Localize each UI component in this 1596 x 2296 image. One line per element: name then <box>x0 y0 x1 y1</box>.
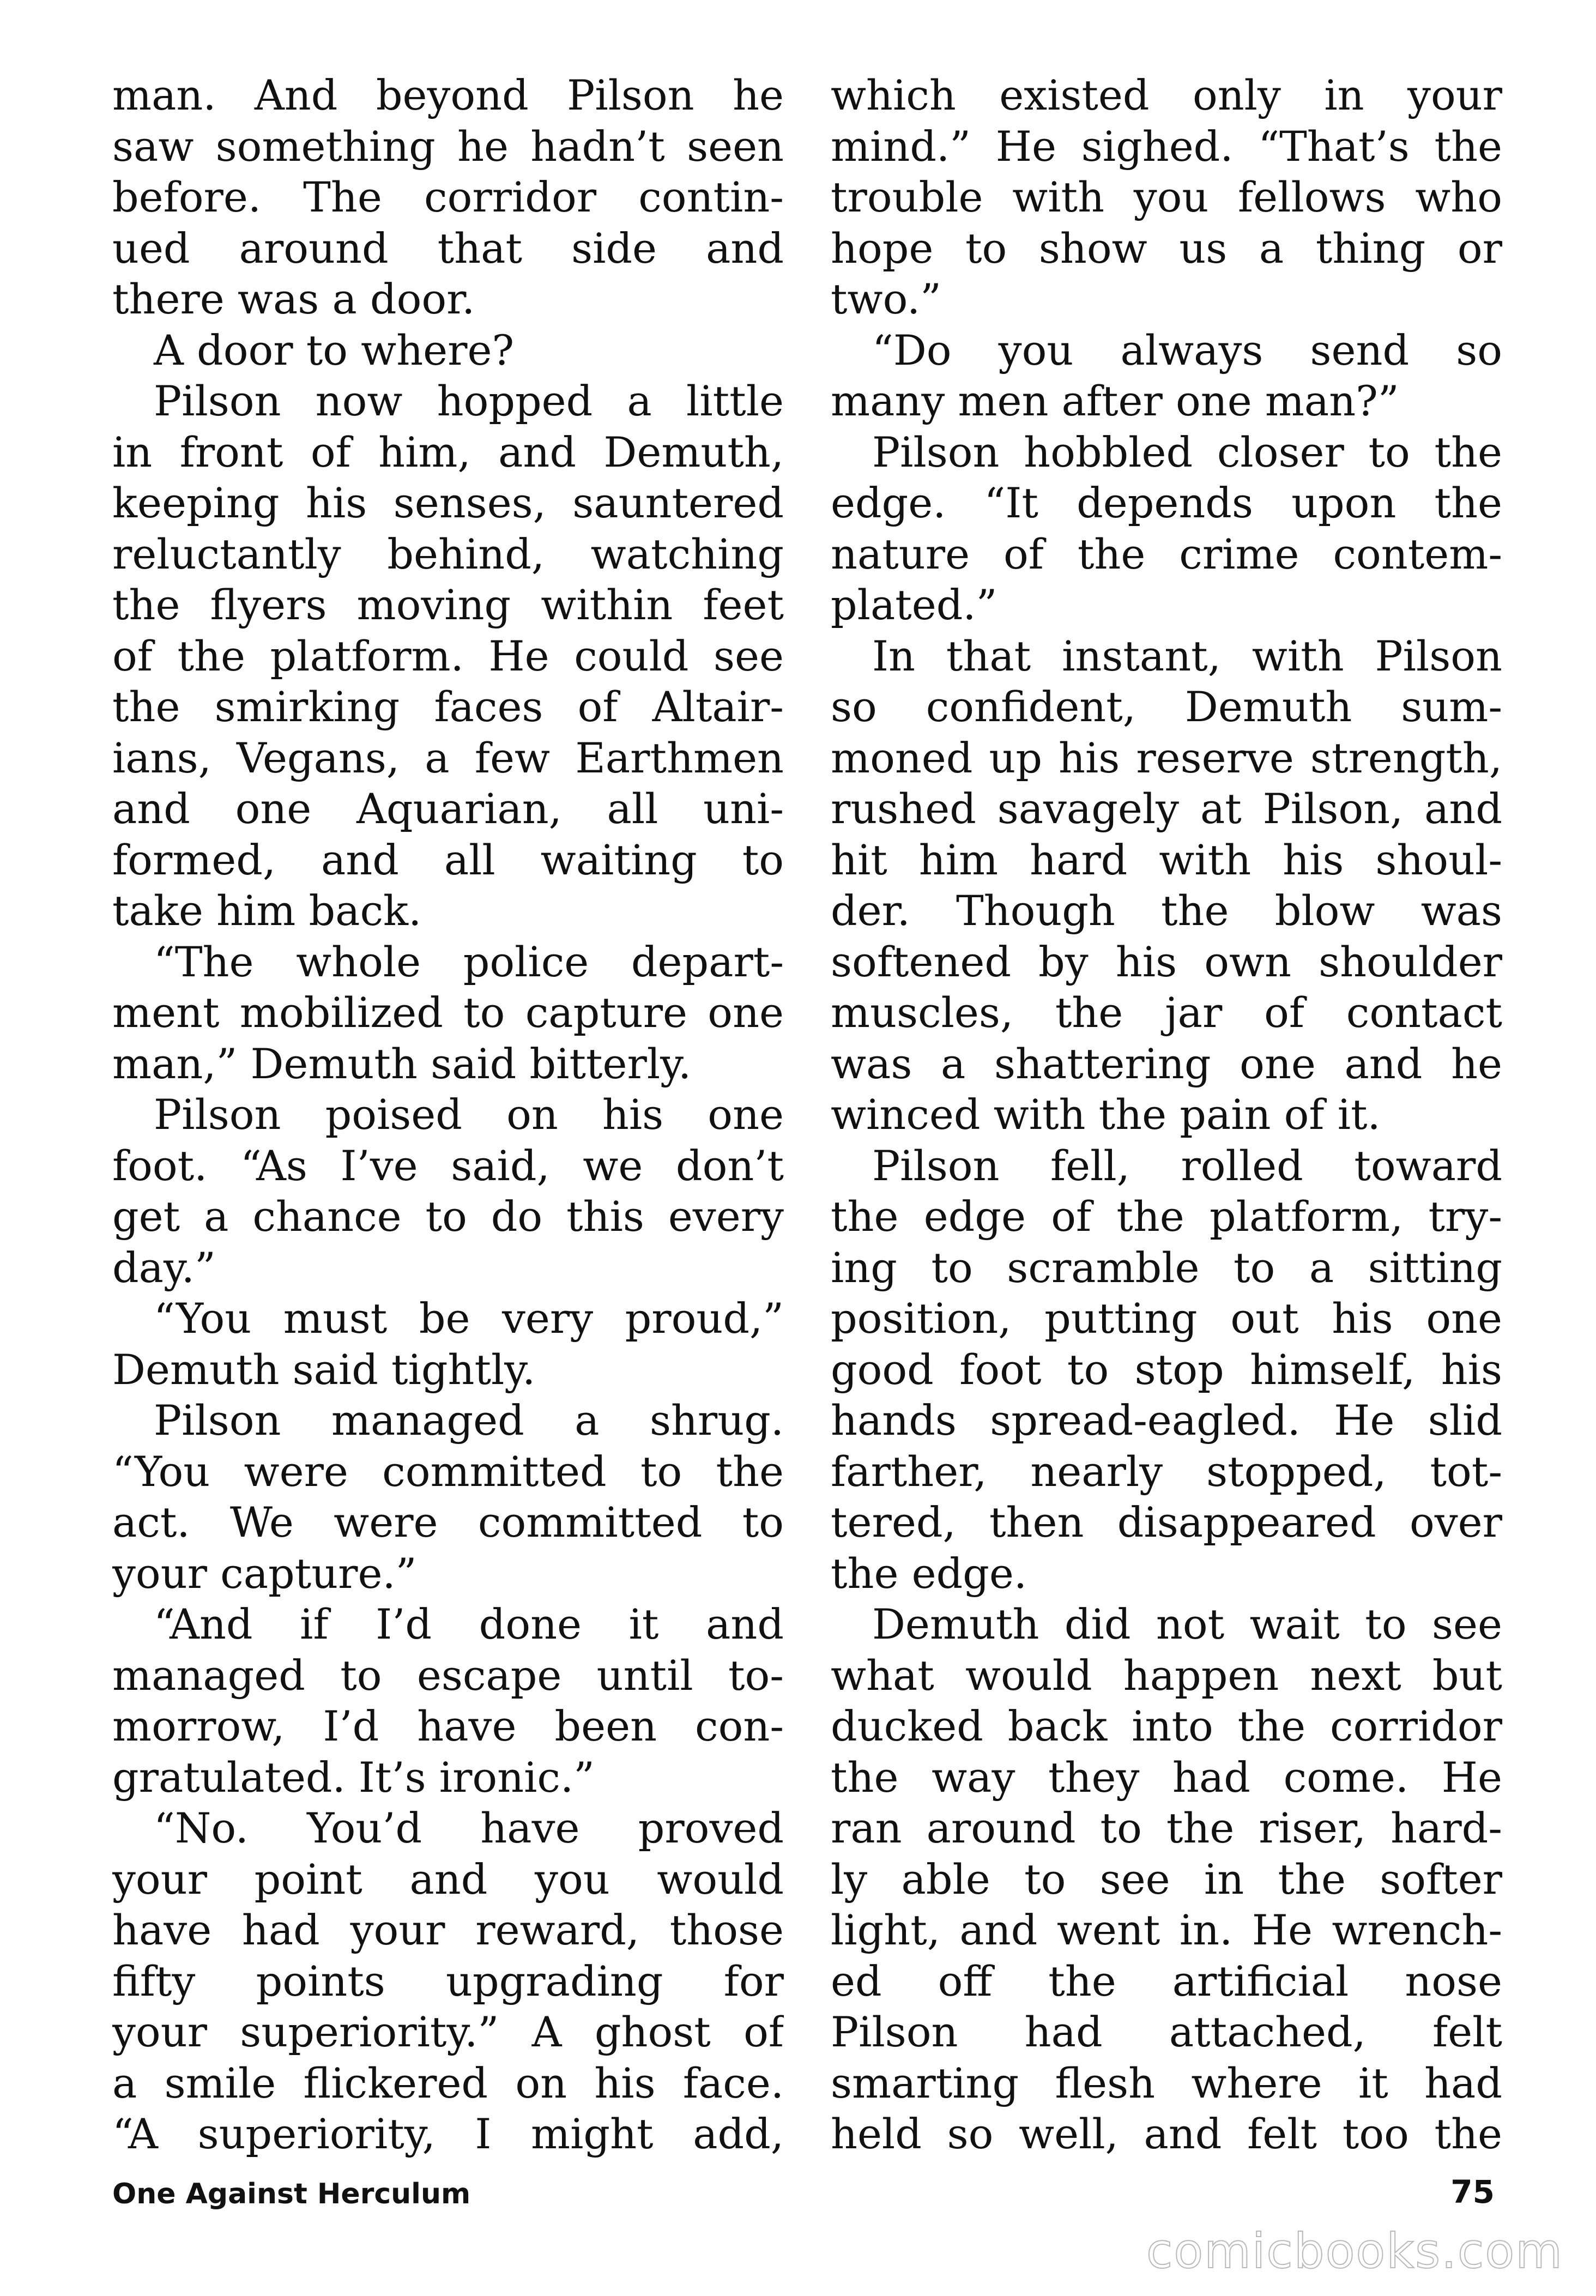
text-line: der. Though the blow was <box>831 886 1502 935</box>
text-line: your capture.” <box>112 1549 417 1598</box>
text-line: what would happen next but <box>831 1651 1502 1700</box>
text-line: man. And beyond Pilson he <box>112 71 784 119</box>
text-line: “The whole police depart- <box>154 937 784 986</box>
text-line: saw something he hadn’t seen <box>112 122 784 171</box>
text-column-left <box>112 70 784 2158</box>
text-line: hands spread-eagled. He slid <box>831 1396 1502 1445</box>
page-number: 75 <box>1450 2173 1495 2210</box>
text-line: farther, nearly stopped, tot- <box>831 1447 1502 1496</box>
text-line: before. The corridor contin- <box>112 173 784 221</box>
text-line: which existed only in your <box>831 71 1502 119</box>
text-line: Pilson managed a shrug. <box>154 1396 784 1445</box>
text-line: hit him hard with his shoul- <box>831 835 1502 884</box>
text-line: fifty points upgrading for <box>112 1956 784 2005</box>
text-line: there was a door. <box>112 275 475 323</box>
text-line: foot. “As I’ve said, we don’t <box>112 1141 784 1190</box>
text-line: ians, Vegans, a few Earthmen <box>112 733 784 782</box>
text-line: ed off the artificial nose <box>831 1956 1502 2005</box>
text-line: have had your reward, those <box>112 1906 784 1954</box>
text-line: reluctantly behind, watching <box>112 529 784 578</box>
text-line: tered, then disappeared over <box>831 1498 1502 1546</box>
text-line: take him back. <box>112 886 422 935</box>
text-line: so confident, Demuth sum- <box>831 682 1502 731</box>
text-line: “Do you always send so <box>872 325 1502 374</box>
text-line: Pilson hobbled closer to the <box>872 427 1502 476</box>
running-footer-title: One Against Herculum <box>112 2178 471 2210</box>
text-line: hope to show us a thing or <box>831 223 1502 273</box>
text-line: muscles, the jar of contact <box>831 988 1502 1037</box>
text-line: Pilson poised on his one <box>154 1090 784 1139</box>
text-line: act. We were committed to <box>112 1498 784 1546</box>
text-line: Pilson fell, rolled toward <box>872 1141 1502 1190</box>
watermark: comicbooks.com <box>1146 2223 1563 2279</box>
text-line: plated.” <box>831 581 998 629</box>
text-line: ducked back into the corridor <box>831 1702 1502 1750</box>
text-line: day.” <box>112 1243 216 1292</box>
text-line: light, and went in. He wrench- <box>831 1906 1502 1954</box>
text-line: “No. You’d have proved <box>154 1804 784 1852</box>
text-line: and one Aquarian, all uni- <box>112 784 784 833</box>
text-line: “You must be very proud,” <box>154 1294 784 1343</box>
text-line: the edge. <box>831 1549 1027 1598</box>
text-line: mind.” He sighed. “That’s the <box>831 122 1502 171</box>
text-line: position, putting out his one <box>831 1294 1502 1343</box>
text-line: the way they had come. He <box>831 1753 1502 1802</box>
text-line: ly able to see in the softer <box>831 1854 1502 1904</box>
text-line: managed to escape until to- <box>112 1651 784 1700</box>
text-line: ued around that side and <box>112 223 784 273</box>
text-line: formed, and all waiting to <box>112 835 784 884</box>
text-line: the flyers moving within feet <box>112 581 784 629</box>
text-line: in front of him, and Demuth, <box>112 427 784 476</box>
text-line: the smirking faces of Altair- <box>112 682 784 731</box>
text-line: gratulated. It’s ironic.” <box>112 1753 595 1802</box>
text-line: nature of the crime contem- <box>831 529 1502 578</box>
text-line: Pilson now hopped a little <box>154 377 784 425</box>
text-line: many men after one man?” <box>831 377 1399 425</box>
text-line: In that instant, with Pilson <box>872 631 1502 680</box>
text-line: ing to scramble to a sitting <box>831 1243 1502 1292</box>
text-line: “And if I’d done it and <box>154 1600 784 1648</box>
text-line: held so well, and felt too the <box>831 2110 1502 2158</box>
text-line: morrow, I’d have been con- <box>112 1702 784 1750</box>
text-line: ran around to the riser, hard- <box>831 1804 1502 1852</box>
text-line: Demuth did not wait to see <box>872 1600 1502 1648</box>
text-line: ment mobilized to capture one <box>112 988 784 1037</box>
text-line: get a chance to do this every <box>112 1192 784 1241</box>
text-line: A door to where? <box>154 325 515 374</box>
text-line: the edge of the platform, try- <box>831 1192 1502 1241</box>
text-line: softened by his own shoulder <box>831 937 1502 986</box>
text-line: a smile flickered on his face. <box>112 2058 784 2107</box>
text-line: two.” <box>831 275 942 323</box>
text-line: rushed savagely at Pilson, and <box>831 784 1502 833</box>
text-column-right <box>831 70 1502 2158</box>
text-line: good foot to stop himself, his <box>831 1345 1502 1394</box>
text-line: man,” Demuth said bitterly. <box>112 1039 692 1088</box>
text-line: keeping his senses, sauntered <box>112 479 784 527</box>
text-line: trouble with you fellows who <box>831 173 1502 221</box>
text-line: edge. “It depends upon the <box>831 479 1502 527</box>
text-line: winced with the pain of it. <box>831 1090 1381 1139</box>
text-line: Pilson had attached, felt <box>831 2008 1502 2056</box>
text-line: your superiority.” A ghost of <box>112 2008 784 2056</box>
text-line: “You were committed to the <box>112 1447 784 1496</box>
text-line: of the platform. He could see <box>112 631 784 680</box>
text-line: was a shattering one and he <box>831 1039 1502 1088</box>
text-line: smarting flesh where it had <box>831 2058 1502 2107</box>
text-line: Demuth said tightly. <box>112 1345 536 1394</box>
text-line: “A superiority, I might add, <box>112 2110 784 2158</box>
text-line: your point and you would <box>112 1854 784 1904</box>
text-line: moned up his reserve strength, <box>831 733 1502 782</box>
